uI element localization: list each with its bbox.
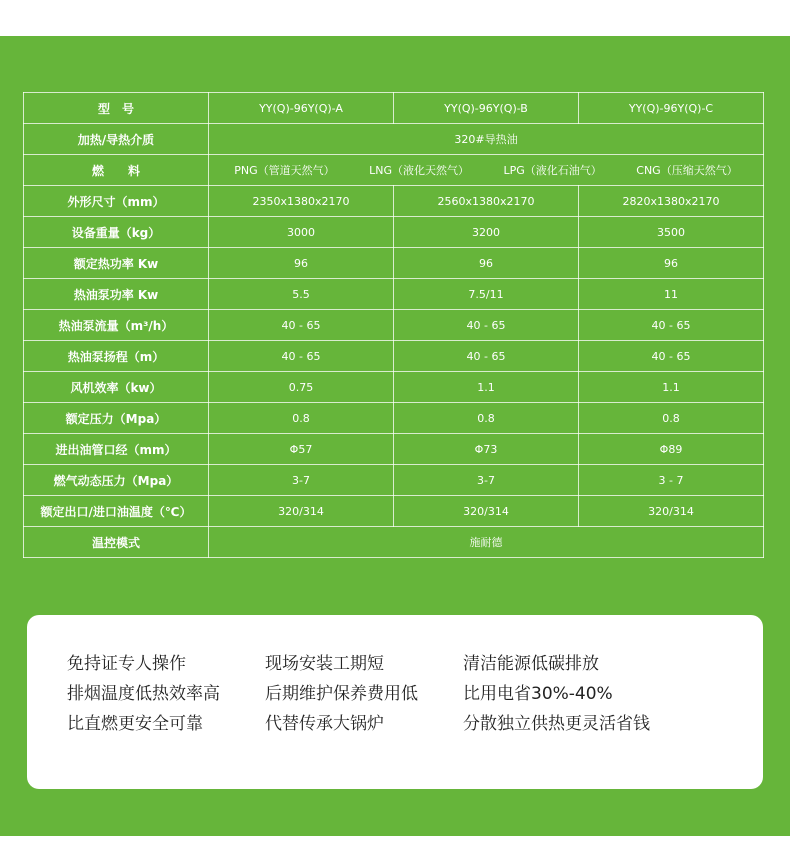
cell-model-b: 3-7	[394, 465, 579, 496]
fuel-type-lpg: LPG（液化石油气）	[503, 164, 602, 177]
cell-model-c: 11	[579, 279, 764, 310]
medium-label: 加热/导热介质	[24, 124, 209, 155]
feature-item: 现场安装工期短	[265, 654, 384, 674]
features-card	[27, 615, 763, 789]
table-row	[24, 310, 764, 341]
feature-item: 后期维护保养费用低	[265, 684, 418, 704]
row-label: 额定出口/进口油温度（℃）	[24, 496, 209, 527]
row-label: 燃气动态压力（Mpa）	[24, 465, 209, 496]
cell-model-a: 0.75	[209, 372, 394, 403]
cell-model-a: 5.5	[209, 279, 394, 310]
feature-item: 代替传承大锅炉	[265, 714, 384, 734]
cell-model-b: 7.5/11	[394, 279, 579, 310]
row-label: 风机效率（kw）	[24, 372, 209, 403]
row-label: 热油泵扬程（m）	[24, 341, 209, 372]
model-a-header: YY(Q)-96Y(Q)-A	[209, 93, 394, 124]
cell-model-c: 40 - 65	[579, 341, 764, 372]
cell-model-c: Φ89	[579, 434, 764, 465]
medium-row	[24, 124, 764, 155]
row-label: 热油泵流量（m³/h）	[24, 310, 209, 341]
row-label: 额定热功率 Kw	[24, 248, 209, 279]
row-label: 热油泵功率 Kw	[24, 279, 209, 310]
feature-item: 比用电省30%-40%	[463, 684, 613, 704]
fuel-type-lng: LNG（液化天然气）	[369, 164, 469, 177]
table-row	[24, 186, 764, 217]
feature-item: 免持证专人操作	[67, 654, 186, 674]
table-header-row	[24, 93, 764, 124]
cell-model-a: 0.8	[209, 403, 394, 434]
feature-item: 分散独立供热更灵活省钱	[463, 714, 650, 734]
control-label: 温控模式	[24, 527, 209, 558]
cell-model-c: 320/314	[579, 496, 764, 527]
row-label: 额定压力（Mpa）	[24, 403, 209, 434]
table-row	[24, 248, 764, 279]
fuel-values-cell	[209, 155, 764, 186]
row-label: 进出油管口经（mm）	[24, 434, 209, 465]
features-list	[67, 649, 703, 739]
cell-model-c: 3 - 7	[579, 465, 764, 496]
cell-model-b: 96	[394, 248, 579, 279]
cell-model-a: 3000	[209, 217, 394, 248]
control-row	[24, 527, 764, 558]
cell-model-b: 2560x1380x2170	[394, 186, 579, 217]
cell-model-b: 40 - 65	[394, 341, 579, 372]
cell-model-c: 2820x1380x2170	[579, 186, 764, 217]
row-label: 设备重量（kg）	[24, 217, 209, 248]
cell-model-a: 3-7	[209, 465, 394, 496]
cell-model-c: 0.8	[579, 403, 764, 434]
feature-item: 清洁能源低碳排放	[463, 654, 599, 674]
cell-model-b: 40 - 65	[394, 310, 579, 341]
cell-model-c: 96	[579, 248, 764, 279]
cell-model-b: 1.1	[394, 372, 579, 403]
cell-model-b: Φ73	[394, 434, 579, 465]
table-row	[24, 496, 764, 527]
cell-model-c: 1.1	[579, 372, 764, 403]
medium-value: 320#导热油	[209, 124, 764, 155]
fuel-type-png: PNG（管道天然气）	[234, 164, 335, 177]
table-row	[24, 217, 764, 248]
cell-model-b: 3200	[394, 217, 579, 248]
fuel-label: 燃 料	[24, 155, 209, 186]
table-row	[24, 279, 764, 310]
cell-model-a: 2350x1380x2170	[209, 186, 394, 217]
feature-item: 排烟温度低热效率高	[67, 684, 220, 704]
cell-model-a: 40 - 65	[209, 310, 394, 341]
table-row	[24, 465, 764, 496]
fuel-type-cng: CNG（压缩天然气）	[636, 164, 738, 177]
cell-model-a: 320/314	[209, 496, 394, 527]
table-row	[24, 434, 764, 465]
cell-model-c: 3500	[579, 217, 764, 248]
spec-table	[23, 92, 764, 558]
control-value: 施耐德	[209, 527, 764, 558]
model-c-header: YY(Q)-96Y(Q)-C	[579, 93, 764, 124]
feature-item: 比直燃更安全可靠	[67, 714, 203, 734]
table-row	[24, 372, 764, 403]
cell-model-b: 320/314	[394, 496, 579, 527]
cell-model-a: 40 - 65	[209, 341, 394, 372]
cell-model-a: 96	[209, 248, 394, 279]
model-header-label: 型 号	[24, 93, 209, 124]
fuel-row	[24, 155, 764, 186]
row-label: 外形尺寸（mm）	[24, 186, 209, 217]
table-row	[24, 403, 764, 434]
cell-model-b: 0.8	[394, 403, 579, 434]
cell-model-c: 40 - 65	[579, 310, 764, 341]
cell-model-a: Φ57	[209, 434, 394, 465]
table-row	[24, 341, 764, 372]
model-b-header: YY(Q)-96Y(Q)-B	[394, 93, 579, 124]
